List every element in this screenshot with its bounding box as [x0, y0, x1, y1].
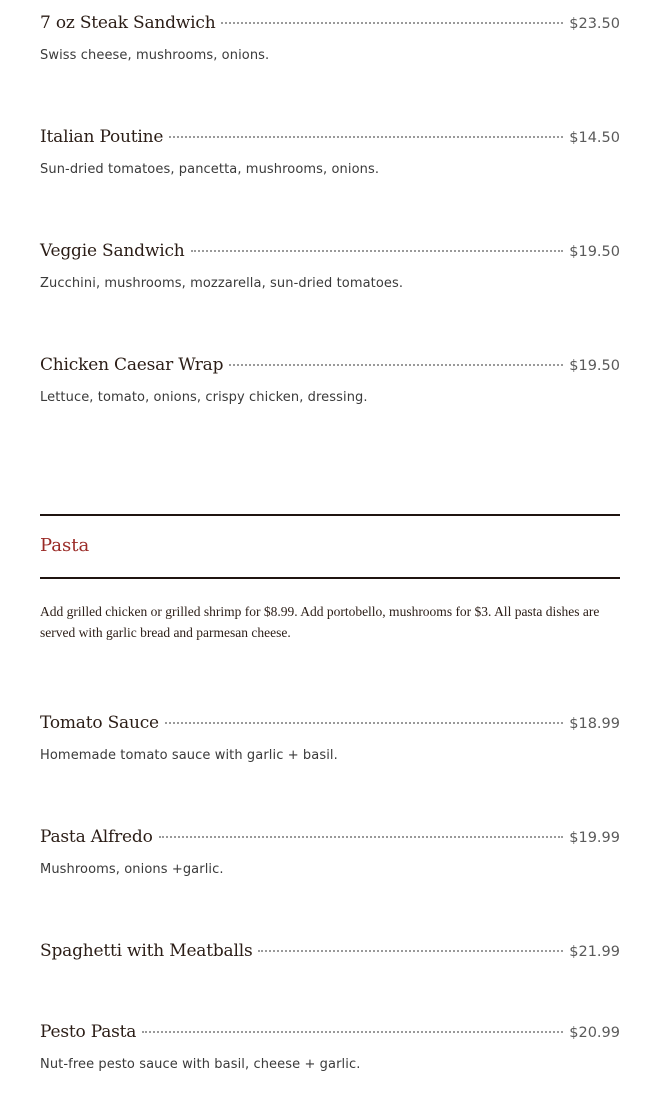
menu-item-name: Tomato Sauce [40, 713, 159, 733]
menu-item-header [40, 127, 620, 153]
dot-leader [191, 250, 564, 252]
menu-item-description: Zucchini, mushrooms, mozzarella, sun-dried tomatoes. [40, 276, 404, 291]
menu-item [40, 827, 620, 877]
section-divider-bottom [40, 577, 620, 579]
menu-item-name: Veggie Sandwich [40, 241, 185, 261]
menu-item-price: $23.50 [569, 16, 620, 32]
menu-item-price: $21.99 [569, 944, 620, 960]
menu-item-price: $19.50 [569, 358, 620, 374]
menu-item-header [40, 13, 620, 39]
menu-item-name: Italian Poutine [40, 127, 164, 147]
menu-item [40, 241, 620, 291]
dot-leader [159, 836, 564, 838]
menu-item-price: $14.50 [569, 130, 620, 146]
menu-item-description: Mushrooms, onions +garlic. [40, 862, 224, 877]
menu-item [40, 941, 620, 967]
menu-item-description: Nut-free pesto sauce with basil, cheese + garlic. [40, 1057, 361, 1072]
menu-item-price: $19.99 [569, 830, 620, 846]
menu-item-name: Spaghetti with Meatballs [40, 941, 253, 961]
menu-item-header [40, 1022, 620, 1048]
section-note: Add grilled chicken or grilled shrimp for $8.99. Add portobello, mushrooms for $3. All pasta dishes are served with garlic bread and parmesan cheese. [40, 604, 600, 640]
menu-item-header [40, 941, 620, 967]
menu-item-description: Sun-dried tomatoes, pancetta, mushrooms, onions. [40, 162, 380, 177]
menu-item [40, 127, 620, 177]
dot-leader [221, 22, 563, 24]
menu-item-header [40, 241, 620, 267]
menu-item-header [40, 713, 620, 739]
menu-item [40, 1022, 620, 1072]
menu-item [40, 713, 620, 763]
menu-item [40, 13, 620, 63]
menu-item-name: Pasta Alfredo [40, 827, 153, 847]
section-divider-top [40, 514, 620, 516]
dot-leader [258, 950, 563, 952]
dot-leader [169, 136, 563, 138]
menu-item-name: Pesto Pasta [40, 1022, 137, 1042]
menu-item-price: $20.99 [569, 1025, 620, 1041]
menu-item-description: Homemade tomato sauce with garlic + basil. [40, 748, 338, 763]
menu-item [40, 355, 620, 405]
menu-item-header [40, 827, 620, 853]
menu-item-name: 7 oz Steak Sandwich [40, 13, 216, 33]
dot-leader [165, 722, 563, 724]
menu-item-name: Chicken Caesar Wrap [40, 355, 224, 375]
dot-leader [229, 364, 563, 366]
menu-item-price: $19.50 [569, 244, 620, 260]
menu-item-description: Swiss cheese, mushrooms, onions. [40, 48, 270, 63]
menu-item-price: $18.99 [569, 716, 620, 732]
menu-item-header [40, 355, 620, 381]
section-title: Pasta [40, 535, 90, 556]
dot-leader [142, 1031, 563, 1033]
menu-item-description: Lettuce, tomato, onions, crispy chicken, dressing. [40, 390, 368, 405]
